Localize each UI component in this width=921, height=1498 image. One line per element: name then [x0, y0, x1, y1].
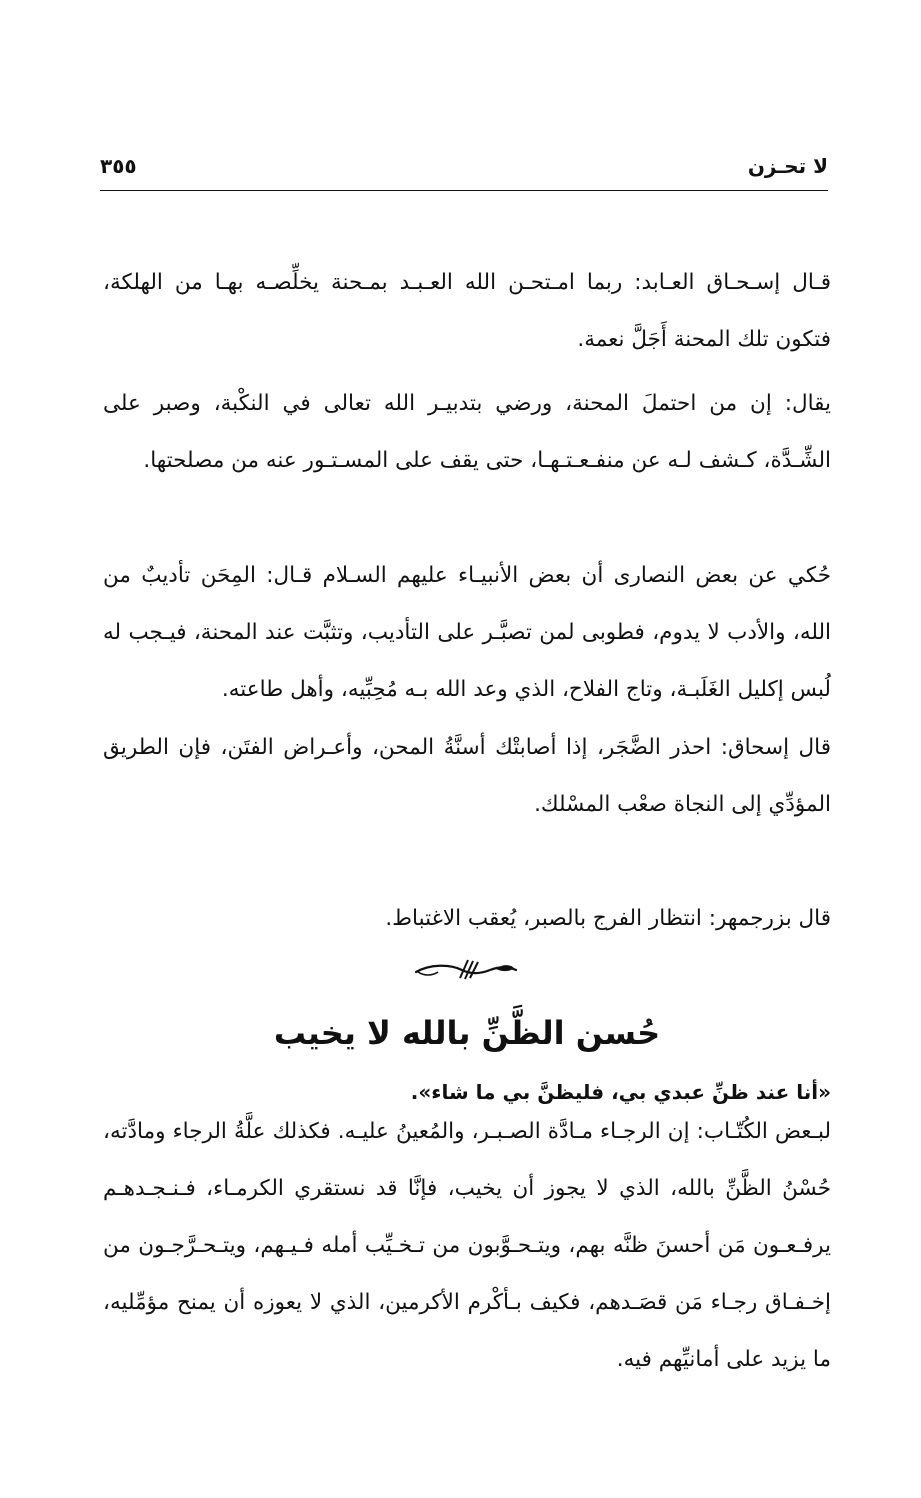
paragraph-hope-and-good-opinion: لبـعض الكُتّـاب: إن الرجـاء مـادَّة الصـبـر، والمُعينُ عليـه. فكذلك علَّةُ الرجاء ومادَّته، حُسْنُ الظَّنِّ بالله، الذي لا يجوز أن يخيب، فإنَّا قد نستقري الكرمـاء، فـنـجـدهـم يرفـعـون مَن أحسنَ ظنَّه بهم، ويتـحـوَّبون من تـخـيِّب أمله فـيـهم، ويتـحـرَّجـون من إخـفـاق رجـاء مَن قصَـدهم، فكيف بـأكْرم الأكرمين، الذي لا يعوزه أن يمنح مؤمِّليه، ما يزيد على أمانيِّهم فيه.: [103, 1119, 831, 1372]
paragraph-prophets-saying: حُكي عن بعض النصارى أن بعض الأنبيـاء عليهم السـلام قـال: المِحَن تأديبٌ من الله، والأدب لا يدوم، فطوبى لمن تصبَّـر على التأديب، وتثبَّت عند المحنة، فيـجب له لُبس إكليل الغَلَبـة، وتاج الفلاح، الذي وعد الله بـه مُحِبِّيه، وأهل طاعته.: [103, 563, 831, 702]
page-number: ٣٥٥: [100, 154, 137, 178]
book-title: لا تحـزن: [747, 154, 828, 178]
hadith-quote: «أنا عند ظنِّ عبدي بي، فليظنَّ بي ما شاء».: [410, 1080, 831, 1104]
header-rule: [100, 190, 828, 191]
running-header: [100, 150, 828, 190]
section-heading: حُسن الظَّنِّ بالله لا يخيب: [273, 1014, 661, 1052]
paragraph-endurance: يقال: إن من احتملَ المحنة، ورضي بتدبيـر الله تعالى في النكْبة، وصبر على الشِّـدَّة، كـشف لـه عن منفـعـتـهـا، حتى يقف على المسـتـور عنه من مصلحتها.: [103, 391, 831, 473]
section-divider-ornament: [410, 954, 520, 984]
paragraph-ishaq-warning: قال إسحاق: احذر الضَّجَر، إذا أصابتْك أسنَّةُ المحن، وأعـراض الفتَن، فإن الطريق المؤدِّي إلى النجاة صعْب المسْلك.: [103, 735, 831, 817]
paragraph-ishaq-abid: قـال إسـحـاق العـابد: ربما امـتحـن الله العـبـد بمـحنة يخلِّصـه بهـا من الهلكة، فتكون تلك المحنة أَجَلَّ نعمة.: [103, 270, 831, 352]
paragraph-bozorgmehr: قال بزرجمهر: انتظار الفرج بالصبر، يُعقب الاغتباط.: [385, 906, 831, 931]
